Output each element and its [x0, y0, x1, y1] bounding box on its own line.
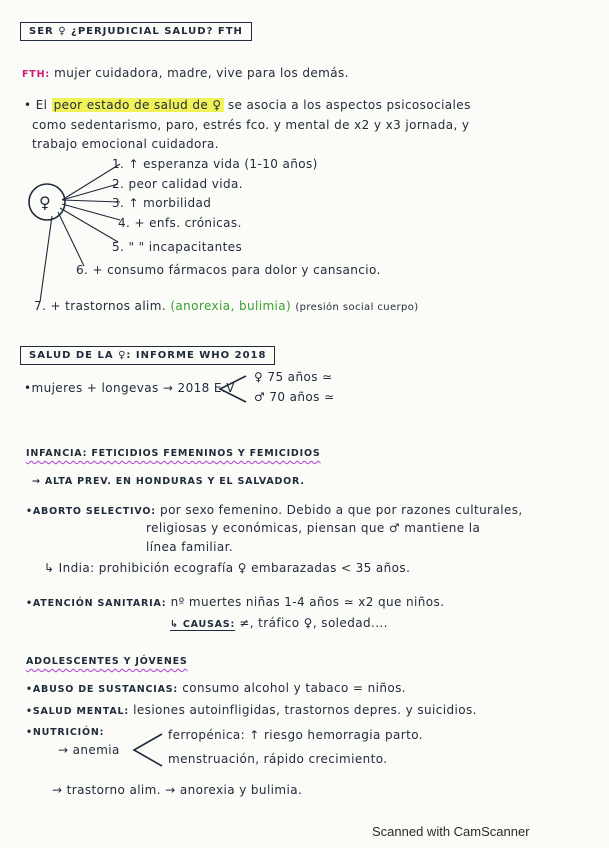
fth-text: mujer cuidadora, madre, vive para los demás.	[54, 66, 349, 80]
list-item-2: 2. peor calidad vida.	[112, 177, 243, 191]
list-item-1: 1. ↑ esperanza vida (1-10 años)	[112, 157, 318, 171]
list-item-7-post: (presión social cuerpo)	[295, 302, 419, 313]
section4-trastorno: → trastorno alim. → anorexia y bulimia.	[52, 783, 303, 797]
para1-line1	[24, 98, 471, 112]
section3-aborto-line3: línea familiar.	[146, 540, 234, 554]
section4-mens: menstruación, rápido crecimiento.	[168, 752, 388, 766]
section3-aborto-line1	[26, 503, 523, 517]
list-item-7-text: 7. + trastornos alim.	[34, 299, 167, 313]
section3-heading	[26, 448, 320, 459]
para1-line2: como sedentarismo, paro, estrés fco. y mental de x2 y x3 jornada, y	[32, 118, 470, 132]
section2-pre: •mujeres + longevas → 2018 E.V	[24, 381, 235, 395]
section2-title: SALUD DE LA ♀: INFORME WHO 2018	[29, 350, 267, 361]
para1-highlight: peor estado de salud de ♀	[53, 98, 222, 112]
list-item-5: 5. " " incapacitantes	[112, 240, 243, 254]
section4-heading	[26, 656, 188, 667]
aborto-label: •ABORTO SELECTIVO:	[26, 506, 156, 517]
para1-bullet: •	[24, 98, 32, 112]
list-item-6: 6. + consumo fármacos para dolor y cansancio.	[76, 263, 381, 277]
fth-line	[22, 66, 349, 80]
abuso-label: •ABUSO DE SUSTANCIAS:	[26, 684, 179, 695]
list-item-3: 3. ↑ morbilidad	[112, 196, 212, 210]
section4-ferro: ferropénica: ↑ riesgo hemorragia parto.	[168, 728, 423, 742]
bleed-through-mark: · · ·	[300, 30, 315, 40]
list-item-7-green: (anorexia, bulimia)	[170, 299, 292, 313]
para1-pre: El	[35, 98, 48, 112]
section2-female: ♀ 75 años ≃	[254, 370, 333, 384]
venus-diagram	[20, 150, 130, 310]
atencion-label: •ATENCIÓN SANITARIA:	[26, 598, 167, 609]
section2-line	[24, 381, 235, 395]
section3-causas	[170, 616, 388, 630]
causas-label: ↳ CAUSAS:	[170, 619, 236, 630]
section3-heading-text: INFANCIA: FETICIDIOS FEMENINOS Y FEMICIDIOS	[26, 448, 321, 459]
section2-male: ♂ 70 años ≃	[254, 390, 335, 404]
list-item-7	[34, 299, 419, 313]
section4-nutricion-label: •NUTRICIÓN:	[26, 727, 105, 738]
section3-aborto-line2: religiosas y económicas, piensan que ♂ mantiene la	[146, 521, 481, 535]
list-item-4: 4. + enfs. crónicas.	[118, 216, 242, 230]
aborto-text-1: por sexo femenino. Debido a que por razones culturales,	[160, 503, 523, 517]
camscanner-footer: Scanned with CamScanner	[372, 824, 530, 839]
venus-symbol: ♀	[39, 193, 51, 212]
section4-abuso	[26, 681, 406, 695]
para1-line1-post: se asocia a los aspectos psicosociales	[227, 98, 471, 112]
section2-box	[20, 346, 275, 365]
section4-anemia: → anemia	[58, 743, 120, 757]
title-text: SER ♀ ¿PERJUDICIAL SALUD? FTH	[29, 26, 243, 37]
atencion-text: nº muertes niñas 1-4 años ≃ x2 que niños.	[170, 595, 445, 609]
causas-text: ≠, tráfico ♀, soledad....	[239, 616, 388, 630]
section3-alta: → ALTA PREV. EN HONDURAS Y EL SALVADOR.	[32, 476, 305, 487]
section3-atencion	[26, 595, 444, 609]
salud-label: •SALUD MENTAL:	[26, 706, 129, 717]
fth-label: FTH:	[22, 69, 50, 80]
bracket-nutrition	[128, 728, 168, 772]
title-box	[20, 22, 252, 41]
abuso-text: consumo alcohol y tabaco = niños.	[182, 681, 406, 695]
para1-line3: trabajo emocional cuidadora.	[32, 137, 220, 151]
section4-salud	[26, 703, 477, 717]
section3-india: ↳ India: prohibición ecografía ♀ embarazadas < 35 años.	[44, 561, 411, 575]
section4-heading-text: ADOLESCENTES Y JÓVENES	[26, 656, 188, 667]
bracket-less-than	[214, 372, 254, 406]
salud-text: lesiones autoinfligidas, trastornos depres. y suicidios.	[133, 703, 477, 717]
